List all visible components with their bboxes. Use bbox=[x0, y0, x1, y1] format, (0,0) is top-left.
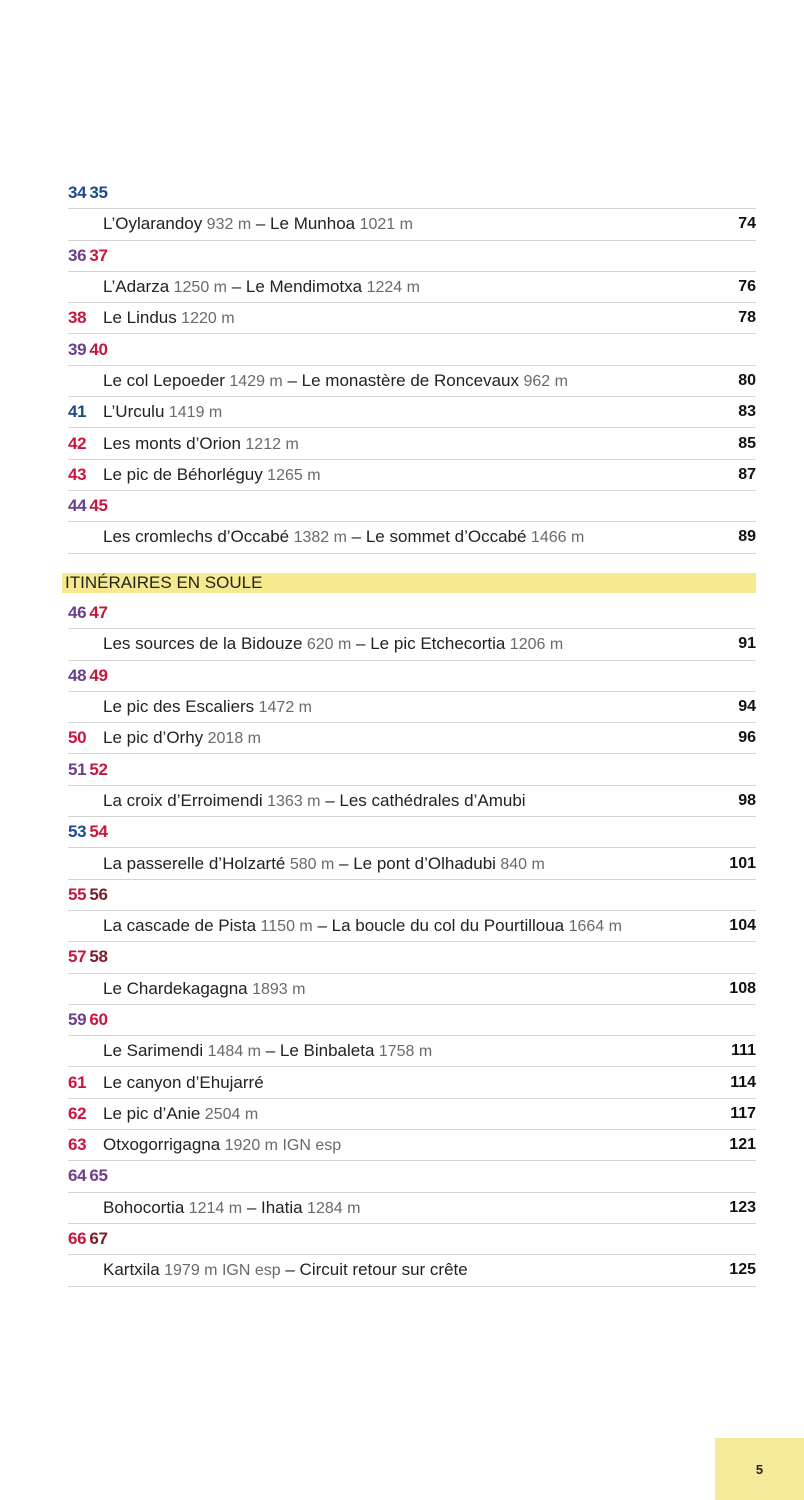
place-name: Le pic de Béhorléguy bbox=[103, 464, 263, 484]
toc-row[interactable] bbox=[68, 1067, 756, 1098]
toc-row[interactable] bbox=[68, 397, 756, 428]
itinerary-numbers bbox=[68, 402, 103, 422]
itinerary-numbers bbox=[68, 308, 103, 328]
entry-title bbox=[103, 1135, 696, 1155]
place-name: Le pic des Escaliers bbox=[103, 697, 255, 717]
itinerary-number: 49 bbox=[89, 665, 108, 685]
altitude: 1466 m bbox=[526, 529, 585, 547]
toc-row bbox=[68, 1224, 756, 1255]
itinerary-number: 62 bbox=[68, 1103, 87, 1123]
page-ref[interactable]: 117 bbox=[730, 1104, 756, 1122]
altitude: 1920 m IGN esp bbox=[220, 1137, 342, 1155]
itinerary-numbers bbox=[68, 183, 108, 203]
place-name: – Le Mendimotxa bbox=[226, 277, 363, 297]
entry-title bbox=[103, 465, 696, 485]
itinerary-number: 51 bbox=[68, 759, 87, 779]
place-name: – Le pic Etchecortia bbox=[351, 634, 506, 654]
toc-row[interactable] bbox=[68, 209, 756, 240]
itinerary-numbers bbox=[68, 434, 103, 454]
place-name: Bohocortia bbox=[103, 1197, 185, 1217]
itinerary-number: 64 bbox=[68, 1166, 87, 1186]
itinerary-number: 37 bbox=[89, 245, 108, 265]
itinerary-numbers bbox=[68, 1166, 108, 1186]
itinerary-number: 52 bbox=[89, 759, 108, 779]
itinerary-number: 50 bbox=[68, 728, 87, 748]
page-ref[interactable]: 80 bbox=[738, 371, 756, 389]
toc-row[interactable] bbox=[68, 303, 756, 334]
entry-title bbox=[103, 402, 696, 422]
itinerary-number: 43 bbox=[68, 464, 87, 484]
itinerary-number: 47 bbox=[89, 603, 108, 623]
toc-row[interactable] bbox=[68, 1193, 756, 1224]
itinerary-number: 53 bbox=[68, 822, 87, 842]
place-name: Les monts d’Orion bbox=[103, 433, 241, 453]
itinerary-number: 34 bbox=[68, 183, 87, 203]
itinerary-numbers bbox=[68, 465, 103, 485]
altitude: 1220 m bbox=[176, 310, 235, 328]
place-name: L’Oylarandoy bbox=[103, 214, 203, 234]
entry-title bbox=[103, 1260, 696, 1280]
entry-title bbox=[103, 1041, 696, 1061]
itinerary-numbers bbox=[68, 496, 108, 516]
place-name: Les cromlechs d’Occabé bbox=[103, 527, 290, 547]
itinerary-number: 36 bbox=[68, 245, 87, 265]
toc-row[interactable] bbox=[68, 974, 756, 1005]
toc-row bbox=[68, 942, 756, 973]
page-ref[interactable]: 78 bbox=[738, 309, 756, 327]
entry-title bbox=[103, 1073, 696, 1093]
altitude: 962 m bbox=[519, 372, 568, 390]
entry-title bbox=[103, 697, 696, 717]
page-ref[interactable]: 104 bbox=[729, 917, 756, 935]
itinerary-number: 67 bbox=[89, 1229, 108, 1249]
place-name: – La boucle du col du Pourtilloua bbox=[312, 916, 565, 936]
altitude: 1664 m bbox=[564, 918, 622, 936]
place-name: Le Lindus bbox=[103, 308, 177, 328]
page-ref[interactable]: 74 bbox=[738, 215, 756, 233]
altitude: 1419 m bbox=[164, 404, 223, 422]
toc-row[interactable] bbox=[68, 460, 756, 491]
place-name: – Le pont d’Olhadubi bbox=[334, 853, 496, 873]
altitude: 2018 m bbox=[203, 730, 261, 748]
itinerary-number: 57 bbox=[68, 947, 87, 967]
altitude: 1893 m bbox=[247, 980, 306, 998]
toc-row[interactable] bbox=[68, 1130, 756, 1161]
toc-row bbox=[68, 598, 756, 629]
page-ref[interactable]: 94 bbox=[738, 698, 756, 716]
itinerary-number: 55 bbox=[68, 884, 87, 904]
toc-row[interactable] bbox=[68, 1099, 756, 1130]
toc-row bbox=[68, 817, 756, 848]
itinerary-number: 41 bbox=[68, 402, 87, 422]
itinerary-numbers bbox=[68, 1010, 108, 1030]
place-name: La cascade de Pista bbox=[103, 916, 257, 936]
itinerary-number: 56 bbox=[89, 884, 108, 904]
altitude: 1250 m bbox=[169, 279, 227, 297]
toc-row[interactable] bbox=[68, 1036, 756, 1067]
itinerary-numbers bbox=[68, 884, 108, 905]
altitude: 1363 m bbox=[262, 792, 321, 810]
toc-row[interactable] bbox=[68, 522, 756, 553]
toc-row[interactable] bbox=[68, 272, 756, 303]
table-of-contents-block-1 bbox=[68, 178, 756, 554]
altitude: 1484 m bbox=[203, 1043, 261, 1061]
itinerary-number: 48 bbox=[68, 665, 87, 685]
entry-title bbox=[103, 308, 696, 328]
entry-title bbox=[103, 979, 696, 999]
entry-title bbox=[103, 214, 696, 234]
itinerary-number: 54 bbox=[89, 822, 108, 842]
entry-title bbox=[103, 728, 696, 748]
itinerary-numbers bbox=[68, 1073, 103, 1093]
altitude: 2504 m bbox=[200, 1105, 259, 1123]
page-ref[interactable]: 111 bbox=[731, 1042, 756, 1060]
itinerary-number: 66 bbox=[68, 1229, 87, 1249]
itinerary-numbers bbox=[68, 759, 108, 780]
altitude: 1265 m bbox=[262, 466, 321, 484]
entry-title bbox=[103, 854, 696, 874]
page-ref[interactable]: 96 bbox=[738, 729, 756, 747]
itinerary-number: 58 bbox=[89, 947, 108, 967]
itinerary-number: 44 bbox=[68, 496, 87, 516]
place-name: L’Urculu bbox=[103, 402, 165, 422]
altitude: 1382 m bbox=[289, 529, 347, 547]
place-name: – Le sommet d’Occabé bbox=[346, 527, 527, 547]
toc-row bbox=[68, 334, 756, 365]
entry-title bbox=[103, 434, 696, 454]
itinerary-number: 61 bbox=[68, 1072, 87, 1092]
itinerary-numbers bbox=[68, 1229, 108, 1249]
page-number: 5 bbox=[715, 1438, 804, 1500]
itinerary-numbers bbox=[68, 728, 103, 748]
page-ref[interactable]: 76 bbox=[738, 278, 756, 296]
entry-title bbox=[103, 527, 696, 547]
place-name: Le pic d’Anie bbox=[103, 1103, 201, 1123]
itinerary-number: 42 bbox=[68, 433, 87, 453]
altitude: 1284 m bbox=[302, 1199, 361, 1217]
entry-title bbox=[103, 634, 696, 654]
itinerary-number: 45 bbox=[89, 496, 108, 516]
itinerary-numbers bbox=[68, 339, 108, 360]
itinerary-numbers bbox=[68, 245, 108, 266]
itinerary-number: 46 bbox=[68, 603, 87, 623]
itinerary-numbers bbox=[68, 603, 108, 623]
itinerary-number: 38 bbox=[68, 308, 87, 328]
altitude: 580 m bbox=[285, 855, 335, 873]
altitude: 1472 m bbox=[254, 699, 312, 717]
page-ref[interactable]: 101 bbox=[729, 854, 756, 872]
place-name: Otxogorrigagna bbox=[103, 1135, 221, 1155]
place-name: La passerelle d’Holzarté bbox=[103, 853, 286, 873]
itinerary-number: 63 bbox=[68, 1135, 87, 1155]
itinerary-number: 40 bbox=[89, 339, 108, 359]
place-name: – Le monastère de Roncevaux bbox=[282, 370, 520, 390]
toc-row[interactable] bbox=[68, 366, 756, 397]
altitude: 840 m bbox=[495, 855, 545, 873]
altitude: 620 m bbox=[302, 636, 352, 654]
place-name: Kartxila bbox=[103, 1260, 160, 1280]
itinerary-numbers bbox=[68, 1104, 103, 1124]
section-header: ITINÉRAIRES EN SOULE bbox=[62, 573, 756, 593]
page-ref[interactable]: 89 bbox=[738, 528, 756, 546]
page-ref[interactable]: 91 bbox=[738, 635, 756, 653]
place-name: Le col Lepoeder bbox=[103, 370, 225, 390]
itinerary-numbers bbox=[68, 665, 108, 686]
place-name: Le Chardekagagna bbox=[103, 978, 248, 998]
altitude: 1429 m bbox=[224, 372, 283, 390]
place-name: Le pic d’Orhy bbox=[103, 728, 204, 748]
altitude: 1214 m bbox=[184, 1199, 243, 1217]
page-ref[interactable]: 114 bbox=[730, 1073, 756, 1091]
place-name: Les sources de la Bidouze bbox=[103, 634, 303, 654]
entry-title bbox=[103, 1104, 696, 1124]
altitude: 1021 m bbox=[355, 216, 413, 234]
itinerary-number: 35 bbox=[89, 183, 108, 203]
place-name: La croix d’Erroimendi bbox=[103, 790, 263, 810]
altitude: 1150 m bbox=[256, 918, 313, 936]
toc-row[interactable] bbox=[68, 911, 756, 942]
toc-row bbox=[68, 754, 756, 785]
place-name: – Le Binbaleta bbox=[260, 1041, 375, 1061]
page-ref[interactable]: 123 bbox=[729, 1198, 756, 1216]
toc-row[interactable] bbox=[68, 428, 756, 459]
place-name: Le Sarimendi bbox=[103, 1041, 204, 1061]
entry-title bbox=[103, 791, 696, 811]
toc-row bbox=[68, 241, 756, 272]
page-ref[interactable]: 98 bbox=[738, 791, 756, 809]
altitude: 1212 m bbox=[240, 435, 299, 453]
page-ref[interactable]: 121 bbox=[729, 1136, 756, 1154]
page-ref[interactable]: 87 bbox=[738, 465, 756, 483]
page-ref[interactable]: 108 bbox=[729, 979, 756, 997]
itinerary-number: 65 bbox=[89, 1166, 108, 1186]
toc-row[interactable] bbox=[68, 723, 756, 754]
place-name: L’Adarza bbox=[103, 277, 170, 297]
itinerary-number: 60 bbox=[89, 1010, 108, 1029]
place-name: – Circuit retour sur crête bbox=[280, 1260, 468, 1280]
page-ref[interactable]: 83 bbox=[738, 403, 756, 421]
toc-row bbox=[68, 1161, 756, 1192]
toc-row bbox=[68, 880, 756, 911]
entry-title bbox=[103, 1198, 696, 1218]
toc-row[interactable] bbox=[68, 1255, 756, 1286]
place-name: – Ihatia bbox=[242, 1197, 303, 1217]
itinerary-number: 39 bbox=[68, 339, 87, 359]
toc-row[interactable] bbox=[68, 629, 756, 660]
altitude: 1979 m IGN esp bbox=[159, 1262, 281, 1280]
toc-row bbox=[68, 178, 756, 209]
itinerary-numbers bbox=[68, 822, 108, 842]
entry-title bbox=[103, 371, 696, 391]
altitude: 1206 m bbox=[505, 636, 564, 654]
entry-title bbox=[103, 277, 696, 297]
altitude: 1758 m bbox=[374, 1043, 433, 1061]
page-ref[interactable]: 125 bbox=[729, 1261, 756, 1279]
place-name: – Les cathédrales d’Amubi bbox=[320, 790, 526, 810]
toc-row[interactable] bbox=[68, 786, 756, 817]
place-name: – Le Munhoa bbox=[251, 214, 356, 234]
itinerary-numbers bbox=[68, 1135, 103, 1155]
altitude: 1224 m bbox=[362, 279, 420, 297]
table-of-contents-block-2 bbox=[68, 598, 756, 1287]
toc-row bbox=[68, 661, 756, 692]
itinerary-number: 59 bbox=[68, 1010, 87, 1029]
altitude: 932 m bbox=[202, 216, 252, 234]
toc-row bbox=[68, 1005, 756, 1036]
toc-row bbox=[68, 491, 756, 522]
entry-title bbox=[103, 916, 696, 936]
place-name: Le canyon d’Ehujarré bbox=[103, 1072, 264, 1092]
toc-row[interactable] bbox=[68, 692, 756, 723]
toc-row[interactable] bbox=[68, 848, 756, 879]
itinerary-numbers bbox=[68, 947, 108, 967]
page-ref[interactable]: 85 bbox=[738, 434, 756, 452]
